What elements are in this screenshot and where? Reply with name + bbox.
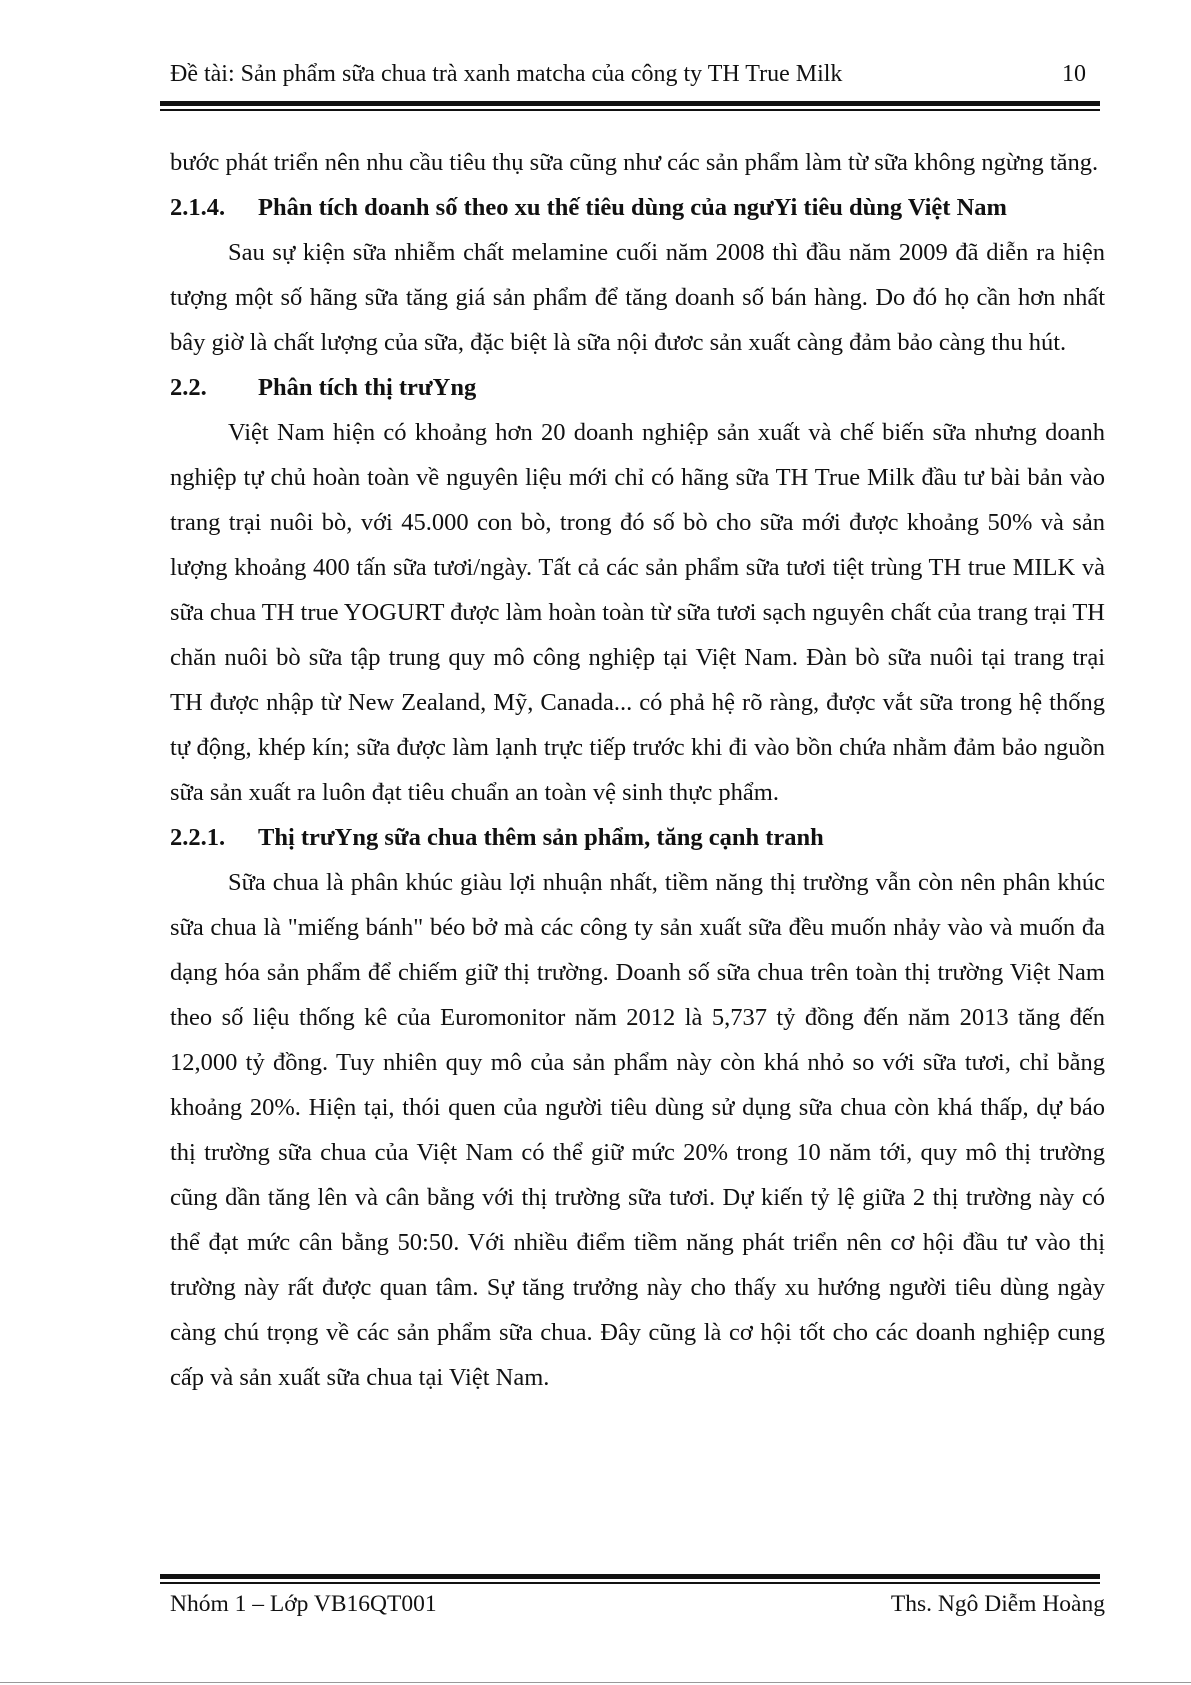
heading-2-2-1 — [170, 815, 1105, 860]
paragraph-sales-analysis: Sau sự kiện sữa nhiễm chất melamine cuối năm 2008 thì đầu năm 2009 đã diễn ra hiện tượng một số hãng sữa tăng giá sản phẩm để tăng doanh số bán hàng. Do đó họ cần hơn nhất bây giờ là chất lượng của sữa, đặc biệt là sữa nội đươc sản xuất càng đảm bảo càng thu hút. — [170, 239, 1105, 356]
page-number: 10 — [1062, 61, 1086, 87]
heading-number: 2.2.1. — [170, 824, 226, 851]
paragraph-yogurt-market: Sữa chua là phân khúc giàu lợi nhuận nhất, tiềm năng thị trường vẫn còn nên phân khúc sữa chua là "miếng bánh" béo bở mà các công ty sản xuất sữa đều muốn nhảy vào và muốn đa dạng hóa sản phẩm để chiếm giữ thị trường. Doanh số sữa chua trên toàn thị trường Việt Nam theo số liệu thống kê của Euromonitor năm 2012 là 5,737 tỷ đồng đến năm 2013 tăng đến 12,000 tỷ đồng. Tuy nhiên quy mô của sản phẩm này còn khá nhỏ so với sữa tươi, chỉ bằng khoảng 20%. Hiện tại, thói quen của người tiêu dùng sử dụng sữa chua còn khá thấp, dự báo thị trường sữa chua của Việt Nam có thể giữ mức 20% trong 10 năm tới, quy mô thị trường cũng dần tăng lên và cân bằng với thị trường sữa tươi. Dự kiến tỷ lệ giữa 2 thị trường này có thể đạt mức cân bằng 50:50. Với nhiều điểm tiềm năng phát triển nên cơ hội đầu tư vào thị trường này rất được quan tâm. Sự tăng trưởng này cho thấy xu hướng người tiêu dùng ngày càng chú trọng về các sản phẩm sữa chua. Đây cũng là cơ hội tốt cho các doanh nghiệp cung cấp và sản xuất sữa chua tại Việt Nam. — [170, 869, 1105, 1391]
heading-2-1-4 — [170, 185, 1105, 230]
footer-rule-thin — [160, 1582, 1100, 1584]
heading-text: Thị trưYng sữa chua thêm sản phẩm, tăng cạnh tranh — [258, 824, 824, 851]
page-footer — [170, 1587, 1105, 1621]
heading-number: 2.1.4. — [170, 194, 226, 221]
header-title: Đề tài: Sản phẩm sữa chua trà xanh matcha của công ty TH True Milk — [170, 61, 843, 87]
footer-group-class: Nhóm 1 – Lớp VB16QT001 — [170, 1591, 437, 1617]
footer-instructor: Ths. Ngô Diễm Hoàng — [890, 1591, 1105, 1617]
heading-number: 2.2. — [170, 374, 207, 401]
heading-2-2 — [170, 365, 1105, 410]
heading-text: Phân tích doanh số theo xu thế tiêu dùng của ngưYi tiêu dùng Việt Nam — [258, 194, 1007, 221]
footer-rule-thick — [160, 1574, 1100, 1579]
header-rule-thick — [160, 101, 1100, 106]
page-header — [170, 58, 1100, 90]
paragraph-market-analysis: Việt Nam hiện có khoảng hơn 20 doanh nghiệp sản xuất và chế biến sữa nhưng doanh nghiệp tự chủ hoàn toàn về nguyên liệu mới chỉ có hãng sữa TH True Milk đầu tư bài bản vào trang trại nuôi bò, với 45.000 con bò, trong đó số bò cho sữa mới được khoảng 50% và sản lượng khoảng 400 tấn sữa tươi/ngày. Tất cả các sản phẩm sữa tươi tiệt trùng TH true MILK và sữa chua TH true YOGURT được làm hoàn toàn từ sữa tươi sạch nguyên chất của trang trại TH chăn nuôi bò sữa tập trung quy mô công nghiệp tại Việt Nam. Đàn bò sữa nuôi tại trang trại TH được nhập từ New Zealand, Mỹ, Canada... có phả hệ rõ ràng, được vắt sữa trong hệ thống tự động, khép kín; sữa được làm lạnh trực tiếp trước khi đi vào bồn chứa nhằm đảm bảo nguồn sữa sản xuất ra luôn đạt tiêu chuẩn an toàn vệ sinh thực phẩm. — [170, 419, 1105, 806]
header-rule-thin — [160, 109, 1100, 111]
paragraph-continuation: bước phát triển nên nhu cầu tiêu thụ sữa cũng như các sản phẩm làm từ sữa không ngừng tăng. — [170, 149, 1099, 176]
page-body — [170, 140, 1105, 1400]
heading-text: Phân tích thị trưYng — [258, 374, 477, 401]
page-edge-divider — [0, 1682, 1191, 1683]
